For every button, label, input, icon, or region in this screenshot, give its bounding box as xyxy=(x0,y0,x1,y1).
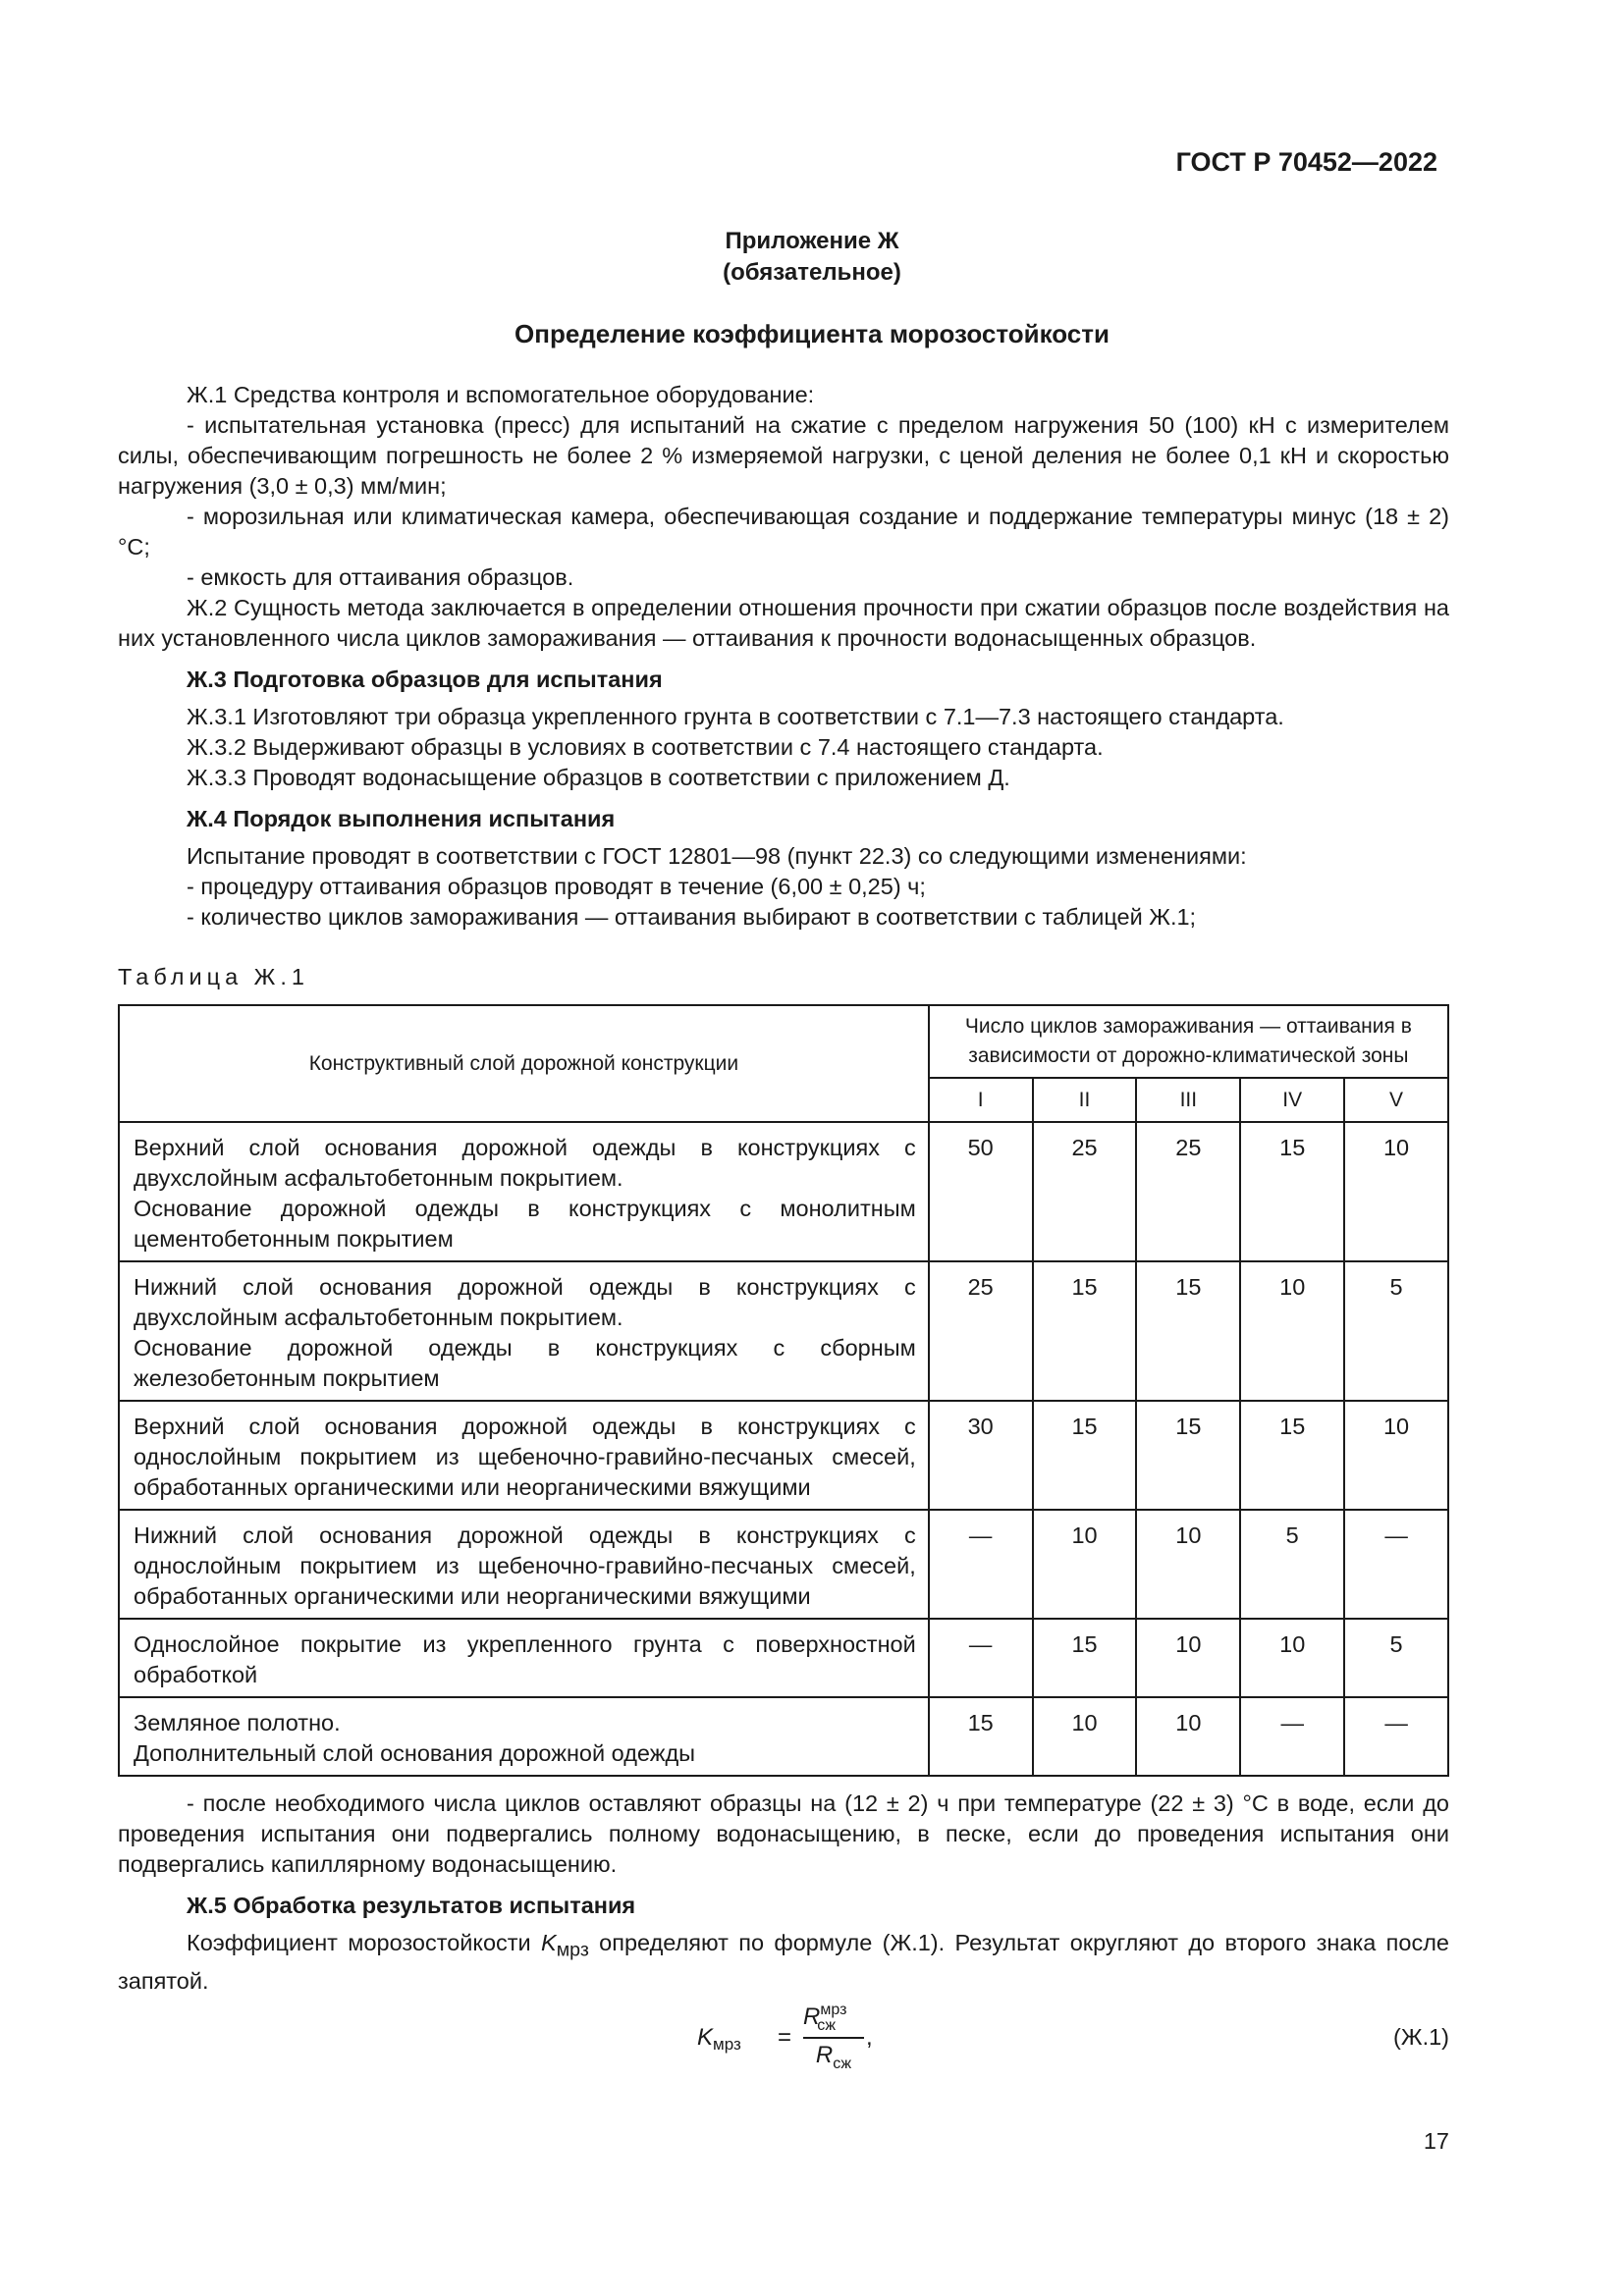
value-cell: 25 xyxy=(1136,1122,1240,1261)
fraction-line xyxy=(803,2037,864,2039)
formula-equals: = xyxy=(778,2024,792,2051)
layer-cell xyxy=(119,1122,929,1261)
value-cell: 15 xyxy=(1033,1619,1137,1697)
value-cell: 10 xyxy=(1344,1401,1448,1510)
formula-denominator xyxy=(803,2041,864,2079)
text-fragment: определяют по формуле (Ж.1). Результат округляют до второго знака после запятой. xyxy=(118,1930,1449,1994)
value-cell: 50 xyxy=(929,1122,1033,1261)
table-header-row xyxy=(119,1005,1448,1078)
formula-fraction xyxy=(803,2002,864,2079)
value-cell: 10 xyxy=(1033,1697,1137,1776)
layer-cell xyxy=(119,1510,929,1619)
table-row xyxy=(119,1261,1448,1401)
den-r: R xyxy=(815,2042,834,2068)
formula-k: K xyxy=(697,2024,714,2051)
layer-text: Основание дорожной одежды в конструкциях с сборным железобетонным покрытием xyxy=(134,1335,916,1391)
formula-label: (Ж.1) xyxy=(1393,2024,1449,2050)
formula-k-sub: мрз xyxy=(713,2035,741,2054)
symbol-k: K xyxy=(541,1930,557,1955)
symbol-sub: мрз xyxy=(556,1939,589,1961)
table-row xyxy=(119,1122,1448,1261)
table-row xyxy=(119,1401,1448,1510)
paragraph: Ж.3.2 Выдерживают образцы в условиях в соответствии с 7.4 настоящего стандарта. xyxy=(187,734,1104,760)
value-cell: 5 xyxy=(1240,1510,1344,1619)
table-row xyxy=(119,1510,1448,1619)
appendix-heading xyxy=(0,226,1624,289)
value-cell: 25 xyxy=(929,1261,1033,1401)
zone-header: V xyxy=(1344,1078,1448,1122)
paragraph: Испытание проводят в соответствии с ГОСТ 12801—98 (пункт 22.3) со следующими изменениями: xyxy=(187,843,1247,869)
layer-text: Верхний слой основания дорожной одежды в конструкциях с однослойным покрытием из щебеночно-гравийно-песчаных смесей, обработанных органическими или неорганическими вяжущими xyxy=(134,1414,916,1500)
paragraph: - морозильная или климатическая камера, обеспечивающая создание и поддержание температуры минус (18 ± 2) °С; xyxy=(118,504,1449,560)
value-cell: 15 xyxy=(1033,1401,1137,1510)
value-cell: 15 xyxy=(1240,1401,1344,1510)
num-sup: мрз xyxy=(820,2002,847,2018)
table-row xyxy=(119,1619,1448,1697)
appendix-name: Приложение Ж xyxy=(725,228,899,254)
layer-text: Верхний слой основания дорожной одежды в конструкциях с двухслойным асфальтобетонным покрытием. xyxy=(134,1135,916,1191)
layer-cell xyxy=(119,1697,929,1776)
value-cell: 25 xyxy=(1033,1122,1137,1261)
value-cell: — xyxy=(1344,1510,1448,1619)
section-heading: Ж.5 Обработка результатов испытания xyxy=(187,1893,636,1918)
value-cell: 10 xyxy=(1240,1261,1344,1401)
table-row xyxy=(119,1697,1448,1776)
value-cell: — xyxy=(1240,1697,1344,1776)
body-text-top xyxy=(118,380,1449,933)
paragraph: Ж.3.1 Изготовляют три образца укрепленного грунта в соответствии с 7.1—7.3 настоящего стандарта. xyxy=(187,704,1284,729)
paragraph: - емкость для оттаивания образцов. xyxy=(187,564,574,590)
paragraph: - после необходимого числа циклов оставляют образцы на (12 ± 2) ч при температуре (22 ± 3) °С в воде, если до проведения испытания они подвергались полному водонасыщению, в песке, если до проведения испытания они подвергались капиллярному водонасыщению. xyxy=(118,1790,1449,1877)
section-heading: Ж.4 Порядок выполнения испытания xyxy=(187,806,616,831)
layer-cell xyxy=(119,1401,929,1510)
header-cycles: Число циклов замораживания — оттаивания в зависимости от дорожно-климатической зоны xyxy=(929,1005,1448,1078)
section-heading: Ж.3 Подготовка образцов для испытания xyxy=(187,667,663,692)
formula-lhs xyxy=(697,2024,741,2055)
layer-cell xyxy=(119,1619,929,1697)
layer-text: Дополнительный слой основания дорожной одежды xyxy=(134,1740,696,1766)
page-number: 17 xyxy=(1423,2128,1449,2154)
zone-header: III xyxy=(1136,1078,1240,1122)
num-r: R xyxy=(803,2003,821,2030)
value-cell: 30 xyxy=(929,1401,1033,1510)
formula-numerator xyxy=(803,2002,864,2035)
value-cell: 15 xyxy=(1033,1261,1137,1401)
formula-comma: , xyxy=(866,2024,873,2051)
table-caption: Таблица Ж.1 xyxy=(118,964,309,989)
cycles-table xyxy=(118,1004,1449,1777)
section-title: Определение коэффициента морозостойкости xyxy=(514,319,1110,348)
value-cell: — xyxy=(929,1510,1033,1619)
value-cell: 5 xyxy=(1344,1261,1448,1401)
value-cell: — xyxy=(929,1619,1033,1697)
zone-header: IV xyxy=(1240,1078,1344,1122)
value-cell: 10 xyxy=(1136,1697,1240,1776)
layer-cell xyxy=(119,1261,929,1401)
value-cell: 15 xyxy=(1240,1122,1344,1261)
value-cell: 15 xyxy=(929,1697,1033,1776)
value-cell: 10 xyxy=(1136,1619,1240,1697)
value-cell: 10 xyxy=(1136,1510,1240,1619)
appendix-status: (обязательное) xyxy=(723,259,901,286)
paragraph: - процедуру оттаивания образцов проводят в течение (6,00 ± 0,25) ч; xyxy=(187,874,926,899)
paragraph-coefficient xyxy=(118,1928,1449,1997)
header-layer: Конструктивный слой дорожной конструкции xyxy=(119,1005,929,1122)
text-fragment: Коэффициент морозостойкости xyxy=(187,1930,542,1955)
paragraph: Ж.1 Средства контроля и вспомогательное оборудование: xyxy=(187,382,815,407)
layer-text: Основание дорожной одежды в конструкциях с монолитным цементобетонным покрытием xyxy=(134,1196,916,1252)
value-cell: 15 xyxy=(1136,1401,1240,1510)
value-cell: 10 xyxy=(1344,1122,1448,1261)
paragraph: Ж.3.3 Проводят водонасыщение образцов в соответствии с приложением Д. xyxy=(187,765,1010,790)
formula xyxy=(697,2002,913,2081)
layer-text: Нижний слой основания дорожной одежды в конструкциях с однослойным покрытием из щебеночно-гравийно-песчаных смесей, обработанных органическими или неорганическими вяжущими xyxy=(134,1522,916,1609)
den-sub: сж xyxy=(833,2056,852,2072)
zone-header: II xyxy=(1033,1078,1137,1122)
value-cell: 15 xyxy=(1136,1261,1240,1401)
paragraph: - количество циклов замораживания — оттаивания выбирают в соответствии с таблицей Ж.1; xyxy=(187,904,1197,930)
standard-header: ГОСТ Р 70452—2022 xyxy=(1175,147,1437,177)
value-cell: — xyxy=(1344,1697,1448,1776)
body-text-bottom xyxy=(118,1789,1449,1997)
num-sub: сж xyxy=(817,2017,837,2034)
value-cell: 10 xyxy=(1240,1619,1344,1697)
layer-text: Однослойное покрытие из укрепленного грунта с поверхностной обработкой xyxy=(134,1631,916,1687)
layer-text: Нижний слой основания дорожной одежды в конструкциях с двухслойным асфальтобетонным покрытием. xyxy=(134,1274,916,1330)
zone-header: I xyxy=(929,1078,1033,1122)
layer-text: Земляное полотно. xyxy=(134,1710,341,1735)
value-cell: 10 xyxy=(1033,1510,1137,1619)
value-cell: 5 xyxy=(1344,1619,1448,1697)
paragraph: - испытательная установка (пресс) для испытаний на сжатие с пределом нагружения 50 (100) кН с измерителем силы, обеспечивающим погрешность не более 2 % измеряемой нагрузки, с ценой деления не более 0,1 кН и скоростью нагружения (3,0 ± 0,3) мм/мин; xyxy=(118,412,1449,499)
paragraph: Ж.2 Сущность метода заключается в определении отношения прочности при сжатии образцов после воздействия на них установленного числа циклов замораживания — оттаивания к прочности водонасыщенных образцов. xyxy=(118,595,1449,651)
